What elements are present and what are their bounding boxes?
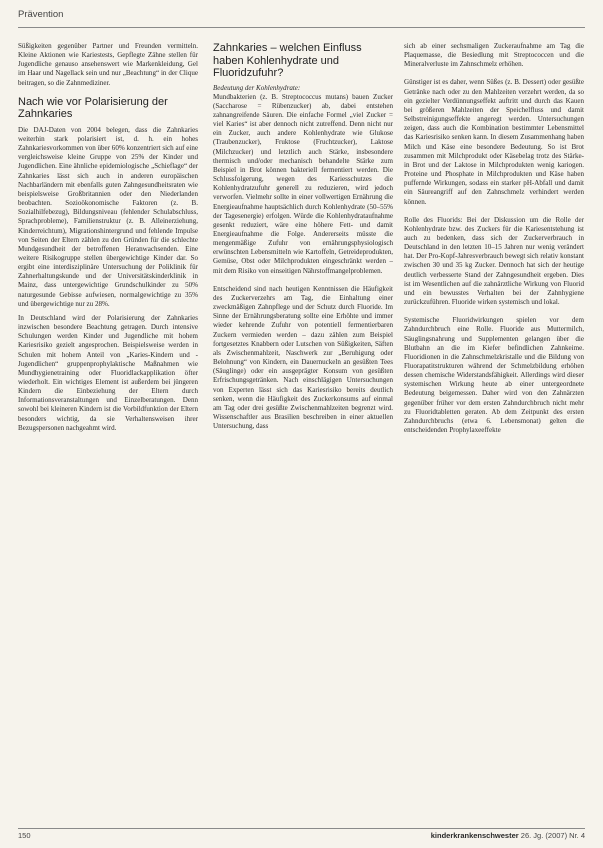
paragraph: Entscheidend sind nach heutigen Kenntnissen die Häufigkeit des Zuckerverzehrs am Tag, die Einhaltung einer zweckmäßigen Zahnpflege und der Schutz durch Fluoride. Im Sinne der Ernährungsberatung sollte eine Erhöhte und immer wieder kehrende Zufuhr von potentiell fermentierbaren Zuckern vermieden werden – dazu zählen zum Beispiel fortgesetztes Knabbern oder Lutschen von Süßigkeiten, Säften als Zwischenmahlzeit, Naschwerk zur „Beruhigung oder Belohnung“ von Kindern, ein Dauernuckeln an gesüßten Tees (Säuglinge) oder ein ausgeprägter Konsum von gesüßten Erfrischungsgetränken. Nach einschlägigen Untersuchungen von Experten lässt sich das Kariesrisiko bereits deutlich senken, wenn die Häufigkeit des Zuckerkonsums auf einmal am Tag oder drei gesüßte Zwischenmahlzeiten begrenzt wird. Wissenschaftler aus Brasilien beschreiben in einer aktuellen Untersuchung, dass [213, 284, 393, 431]
magazine-credit [431, 831, 585, 840]
section-heading-kohlenhydrate: Zahnkaries – welchen Einfluss haben Kohlenhydrate und Fluoridzufuhr? [213, 42, 362, 79]
paragraph: sich ab einer sechsmaligen Zuckeraufnahme am Tag die Plaquemasse, die Besiedlung mit Streptococcen und die Mineralverluste im Zahnschmelz erhöhen. [404, 42, 584, 69]
paragraph: Rolle des Fluorids: Bei der Diskussion um die Rolle der Kohlenhydrate bzw. des Zuckers für die Kariesentstehung ist auch zu bedenken, dass sich der Zuckerverbrauch in Deutschland in den letzten 10–15 Jahren nur wenig verändert hat. Der Pro-Kopf-Jahresverbrauch bewegt sich relativ konstant zwischen 30 und 35 kg Zucker. Dennoch hat sich der heutige deutlich verbesserte Stand der Zahngesundheit ergeben. Dies ist im Wesentlichen auf die zahnärztliche Wirkung von Fluorid und ein bewusstes Verhalten bei der Zahnhygiene zurückzuführen. Fluoride wirken systemisch und lokal. [404, 215, 584, 307]
page-header [18, 9, 585, 31]
column-right [404, 42, 584, 822]
paragraph-lead: Bedeutung der Kohlenhydrate: [213, 83, 301, 92]
header-rule [18, 27, 585, 28]
paragraph: Süßigkeiten gegenüber Partner und Freunden vermitteln. Kleine Aktionen wie Kariestests, Gepflegte Zähne stellen für Jugendliche genauso ansehenswert wie Markenkleidung, Gel im Haar und Nagellack sein und nur „Beachtung“ in der Clique beitragen, so die Zahnmediziner. [18, 42, 198, 87]
section-label: Prävention [18, 9, 64, 20]
paragraph: Die DAJ-Daten von 2004 belegen, dass die Zahnkaries weiterhin stark polarisiert ist, d. h. ein hohes Zahnkariesvorkommen von über 60% konzentriert sich auf eine vergleichsweise kleine Gruppe von 25% der Kinder und Jugendlichen. Eine ähnliche epidemiologische „Schieflage“ der Zahnkaries lässt sich auch in anderen europäischen Nachbarländern mit ebenfalls guten Zahngesundheitsraten wie beispielsweise Großbritannien oder den Niederlanden beobachten. Sozioökonomische Faktoren (z. B. Sozialhilfebezug), Bildungsniveau (fehlender Schulabschluss, Sprachprobleme), Familienstruktur (z. B. Alleinerziehung, Kinderreichtum), Migrationshintergrund und fehlende Impulse von Seiten der Eltern zählen zu den Gründen für die schlechte Mundgesundheit der betroffenen Heranwachsenden. Eine weitere Risikogruppe stellen übergewichtige Kinder dar. So ergibt eine interdisziplinäre Untersuchung der Poliklinik für Zahnerhaltungskunde und der Universitätskinderklinik in Mainz, dass untergewichtige Grundschulkinder zu 50% naturgesunde Gebisse aufwiesen, normalgewichtige zu 35% und übergewichtige nur zu 28%. [18, 125, 198, 308]
paragraph: Systemische Fluoridwirkungen spielen vor dem Zahndurchbruch eine Rolle. Fluoride aus Muttermilch, Säuglingsnahrung und Supplementen gelangen über die Blutbahn an die im Kiefer befindlichen Zahnkeime. Fluoridionen in die Zahnschmelzkristalle und die Bildung von Fluorapatitstrukturen während der Schmelzbildung erhöhen dessen chemische Widerstandsfähigkeit. Allerdings wird dieser systemischen Wirkung heute ab einer untergeordnete Bedeutung beigemessen. Daher wird von den Zahnärzten gegenüber früher vor dem ersten Zahndurchbruch nicht mehr zu Fluoridtabletten geraten. Ab dem Zeitpunkt des ersten Zahndurchbruchs (etwa 6. Lebensmonat) gelten die entscheidenden Prophylaxeeffekte [404, 316, 584, 435]
paragraph: Mundbakterien (z. B. Streptococcus mutans) bauen Zucker (Saccharose = Rübenzucker) ab, dabei entstehen zahnangreifende Säuren. Die einfache Formel „viel Zucker = viel Karies“ ist aber dennoch nicht zutreffend. Denn nicht nur ein Zucker, auch andere Kohlenhydrate wie Glukose (Traubenzucker), Fruktose (Fruchtzucker), Laktose (Milchzucker) und letztlich auch Stärke, insbesondere thermisch und/oder mechanisch behandelte Stärke zum Beispiel in Brot können bakteriell fermentiert werden. Die Schlussfolgerung, wegen des Kariesschutzes die Kohlenhydratzufuhr generell zu reduzieren, wird jedoch verworfen. Vielmehr sollte in einer vollwertigen Ernährung die Energieaufnahme hauptsächlich durch Kohlenhydrate (50–55% der Tagesenergie) erfolgen. Würde die Kohlenhydrataufnahme gesenkt reduziert, wäre eine höhere Fett- und damit Energieaufnahme die Folge. Andererseits müsste die mengenmäßige Zufuhr von ernährungsphysiologisch erwünschten Lebensmitteln wie Kartoffeln, Getreideprodukten, Gemüse, Obst oder Milchprodukten eingeschränkt werden – mit dem Risiko von einseitigen Nährstoffmangelproblemen. [213, 92, 393, 275]
paragraph: Günstiger ist es daher, wenn Süßes (z. B. Dessert) oder gesüßte Getränke nach oder zu den Mahlzeiten verzehrt werden, da so ein gezielter Verdünnungseffekt auftritt und durch das Kauen bei größeren Mahlzeiten der Speichelfluss und damit Selbstreinigungseffekte angeregt werden. Untersuchungen zeigen, dass auch die Kombination bestimmter Lebensmittel das Kariesrisiko senken kann. In diesem Zusammenhang haben Milch und Käse eine besondere Bedeutung. So ist Brot zusammen mit Milchprodukt oder Käsebelag trotz des Stärke- in Brot und der Laktose in Milchprodukten wenig kariogen. Proteine und Phosphate in Milchprodukten und Käse haben puffernde Wirkungen, sodass ein starker pH-Abfall und damit ein Säureangriff auf den Zahnschmelz verhindert werden können. [404, 78, 584, 206]
column-middle [213, 42, 393, 822]
footer-rule [18, 828, 585, 829]
column-left [18, 42, 198, 822]
page-footer [18, 828, 585, 842]
paragraph: In Deutschland wird der Polarisierung der Zahnkaries inzwischen besondere Beachtung getragen. Durch intensive Schulungen werden Kinder und Jugendliche mit hohem Kariesrisiko gezielt angesprochen. Beispielsweise werden in Schulen mit hohem Anteil von „Karies-Kindern und -Jugendlichen“ gruppenprophylaktische Maßnahmen wie Mundhygienetraining oder Fluoridlackapplikation öfter wiederholt. Ein wichtiges Element ist außerdem bei jüngeren Kindern die Einbeziehung der Eltern durch Informationsveranstaltungen und Einzelberatungen. Denn sowohl bei kleineren Kindern ist die Vorbildfunktion der Eltern besonders wichtig, da sie Verhaltensweisen ihrer Bezugspersonen nachgeahmt wird. [18, 313, 198, 432]
issue-info: 26. Jg. (2007) Nr. 4 [520, 831, 585, 840]
page-number: 150 [18, 831, 31, 840]
section-heading-polarisierung: Nach wie vor Polarisierung der Zahnkaries [18, 95, 168, 121]
magazine-name: kinderkrankenschwester [430, 831, 519, 840]
